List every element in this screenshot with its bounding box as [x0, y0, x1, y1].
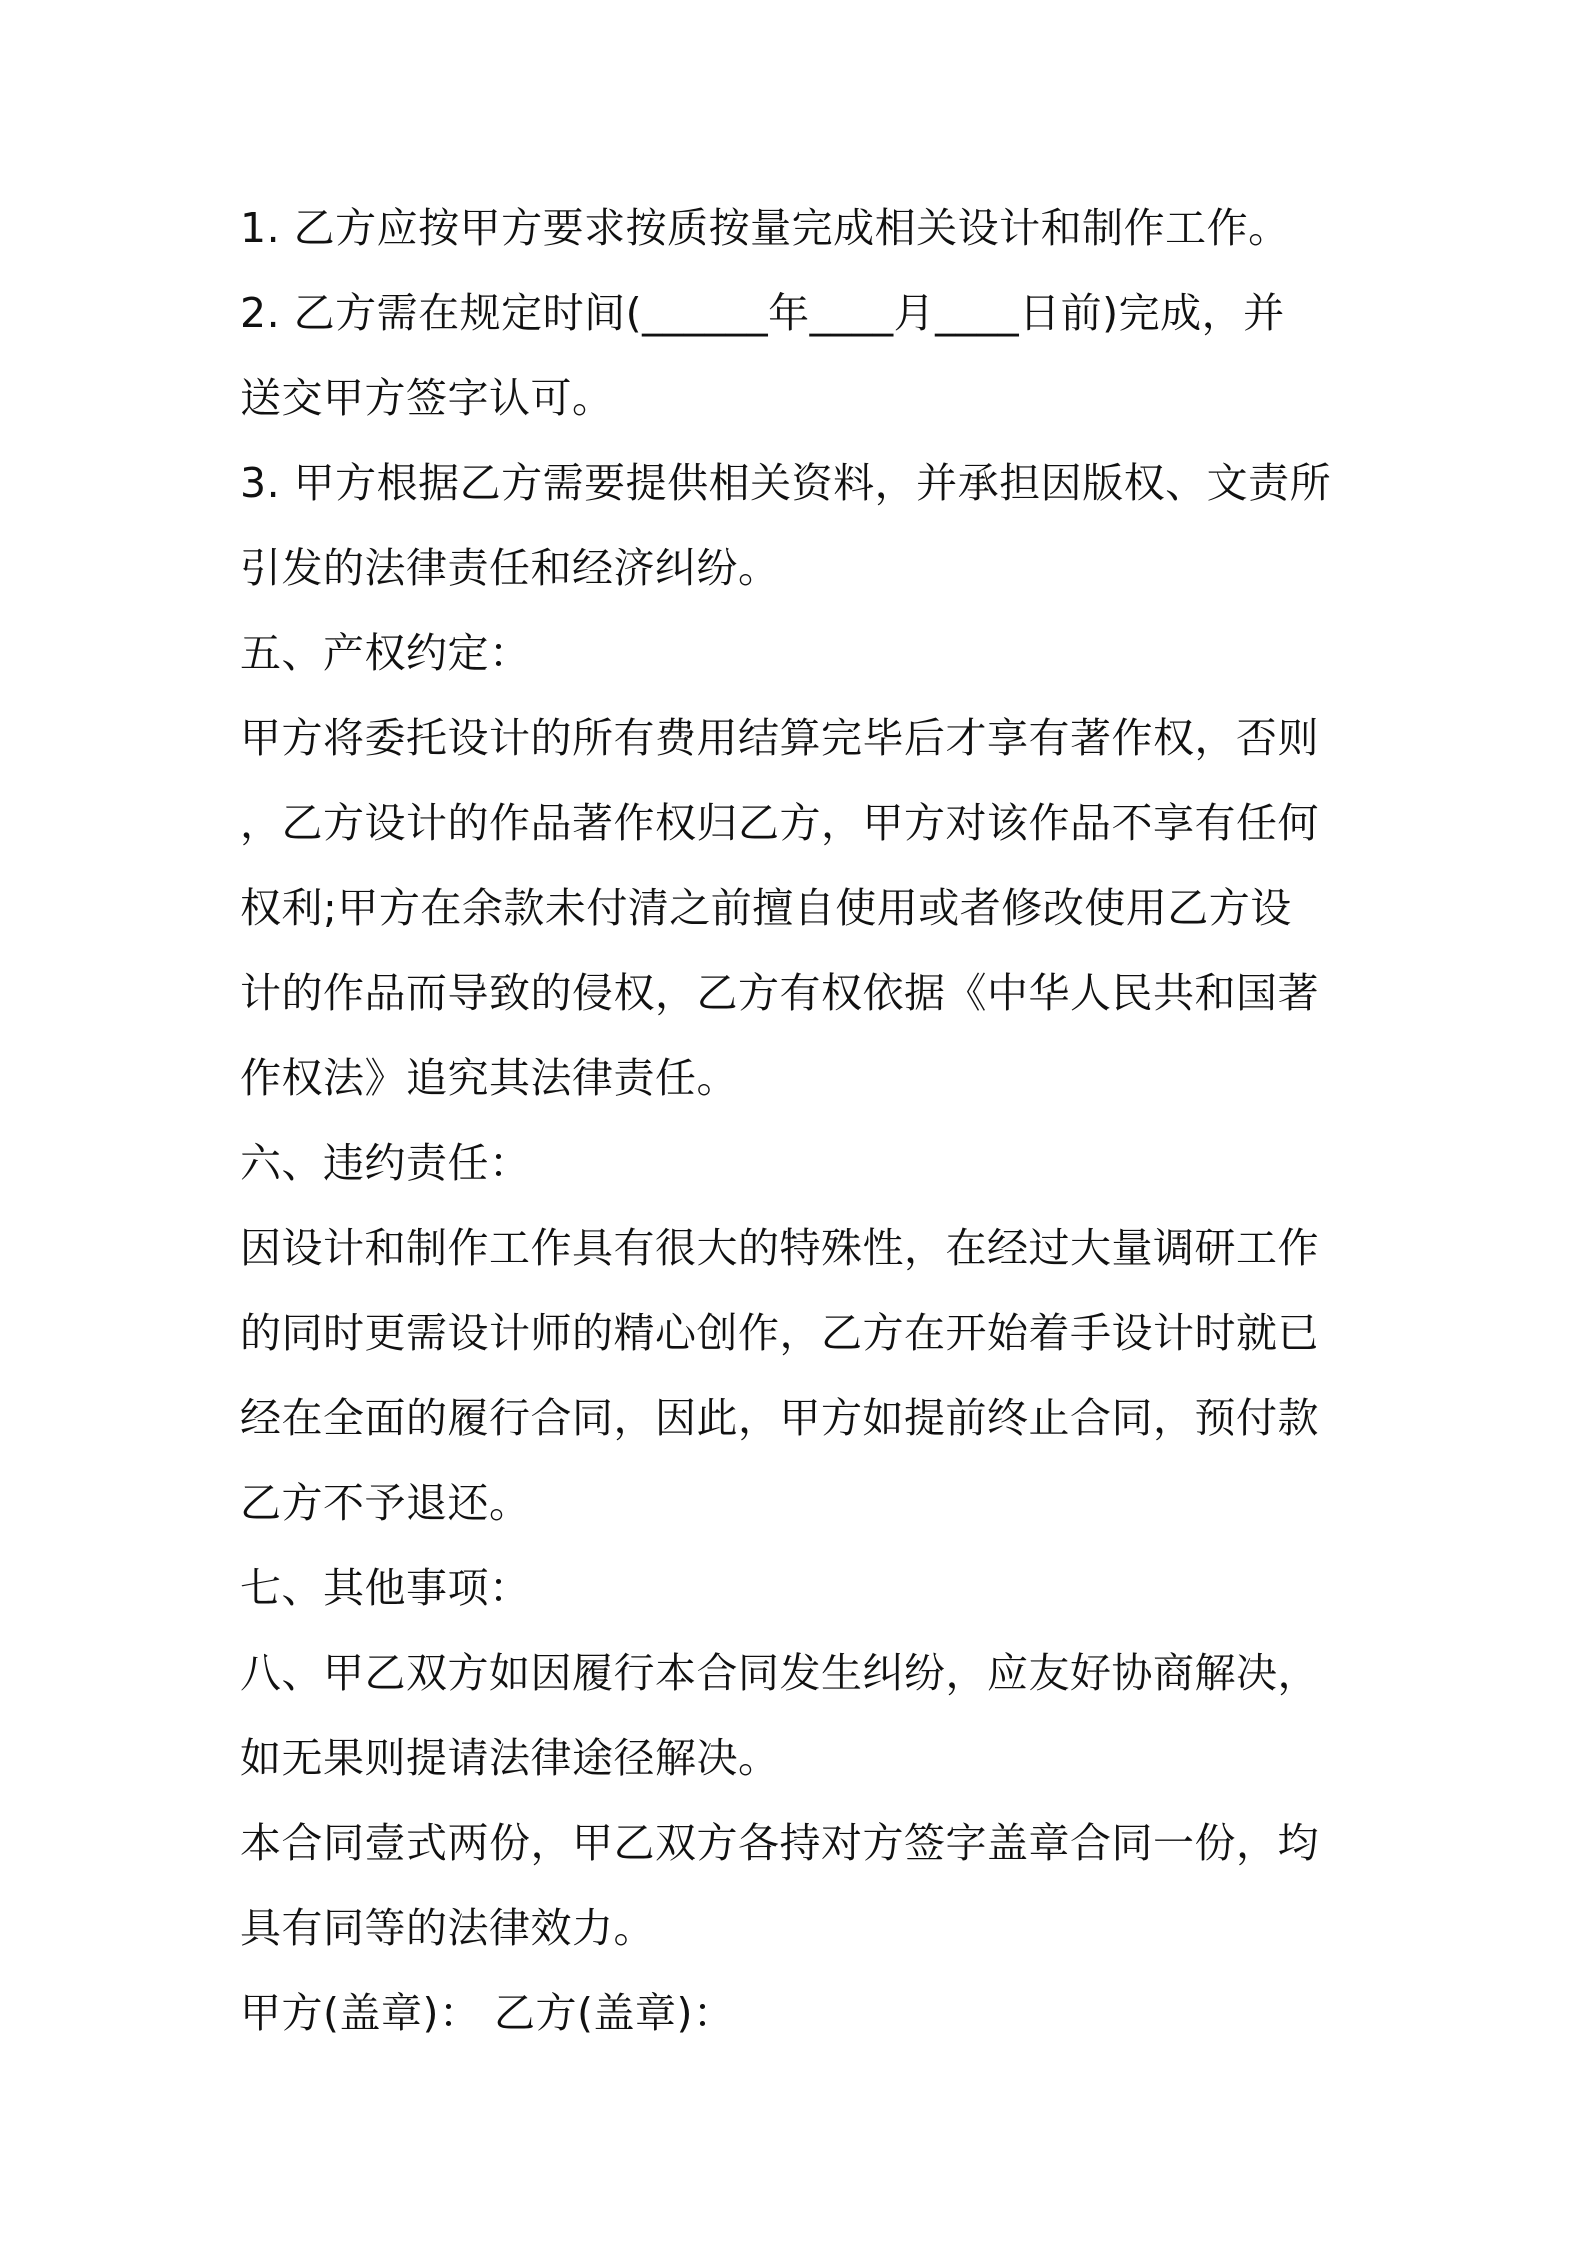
section-5-line-2: ，乙方设计的作品著作权归乙方，甲方对该作品不享有任何 — [240, 799, 1319, 847]
copies-line-2: 具有同等的法律效力。 — [240, 1904, 655, 1952]
section-5-line-5: 作权法》追究其法律责任。 — [240, 1054, 738, 1102]
section-5-line-3: 权利;甲方在余款未付清之前擅自使用或者修改使用乙方设 — [240, 884, 1292, 932]
clause-2-line-1: 2. 乙方需在规定时间(______年____月____日前)完成，并 — [240, 289, 1285, 337]
clause-3-line-1: 3. 甲方根据乙方需要提供相关资料，并承担因版权、文责所 — [240, 459, 1332, 507]
section-6-line-3: 经在全面的履行合同，因此，甲方如提前终止合同，预付款 — [240, 1394, 1319, 1442]
section-6-line-2: 的同时更需设计师的精心创作，乙方在开始着手设计时就已 — [240, 1309, 1319, 1357]
clause-2-line-2: 送交甲方签字认可。 — [240, 374, 614, 422]
section-6-line-1: 因设计和制作工作具有很大的特殊性，在经过大量调研工作 — [240, 1224, 1319, 1272]
clause-1-line: 1. 乙方应按甲方要求按质按量完成相关设计和制作工作。 — [240, 204, 1290, 252]
section-6-heading: 六、违约责任： — [240, 1139, 531, 1187]
section-6-line-4: 乙方不予退还。 — [240, 1479, 531, 1527]
section-5-heading: 五、产权约定： — [240, 629, 531, 677]
section-8-line-1: 八、甲乙双方如因履行本合同发生纠纷，应友好协商解决， — [240, 1649, 1319, 1697]
section-7-heading: 七、其他事项： — [240, 1564, 531, 1612]
signature-line: 甲方(盖章)： 乙方(盖章)： — [240, 1989, 735, 2037]
section-8-line-2: 如无果则提请法律途径解决。 — [240, 1734, 780, 1782]
section-5-line-1: 甲方将委托设计的所有费用结算完毕后才享有著作权，否则 — [240, 714, 1319, 762]
section-5-line-4: 计的作品而导致的侵权，乙方有权依据《中华人民共和国著 — [240, 969, 1319, 1017]
clause-3-line-2: 引发的法律责任和经济纠纷。 — [240, 544, 780, 592]
copies-line-1: 本合同壹式两份，甲乙双方各持对方签字盖章合同一份，均 — [240, 1819, 1319, 1867]
